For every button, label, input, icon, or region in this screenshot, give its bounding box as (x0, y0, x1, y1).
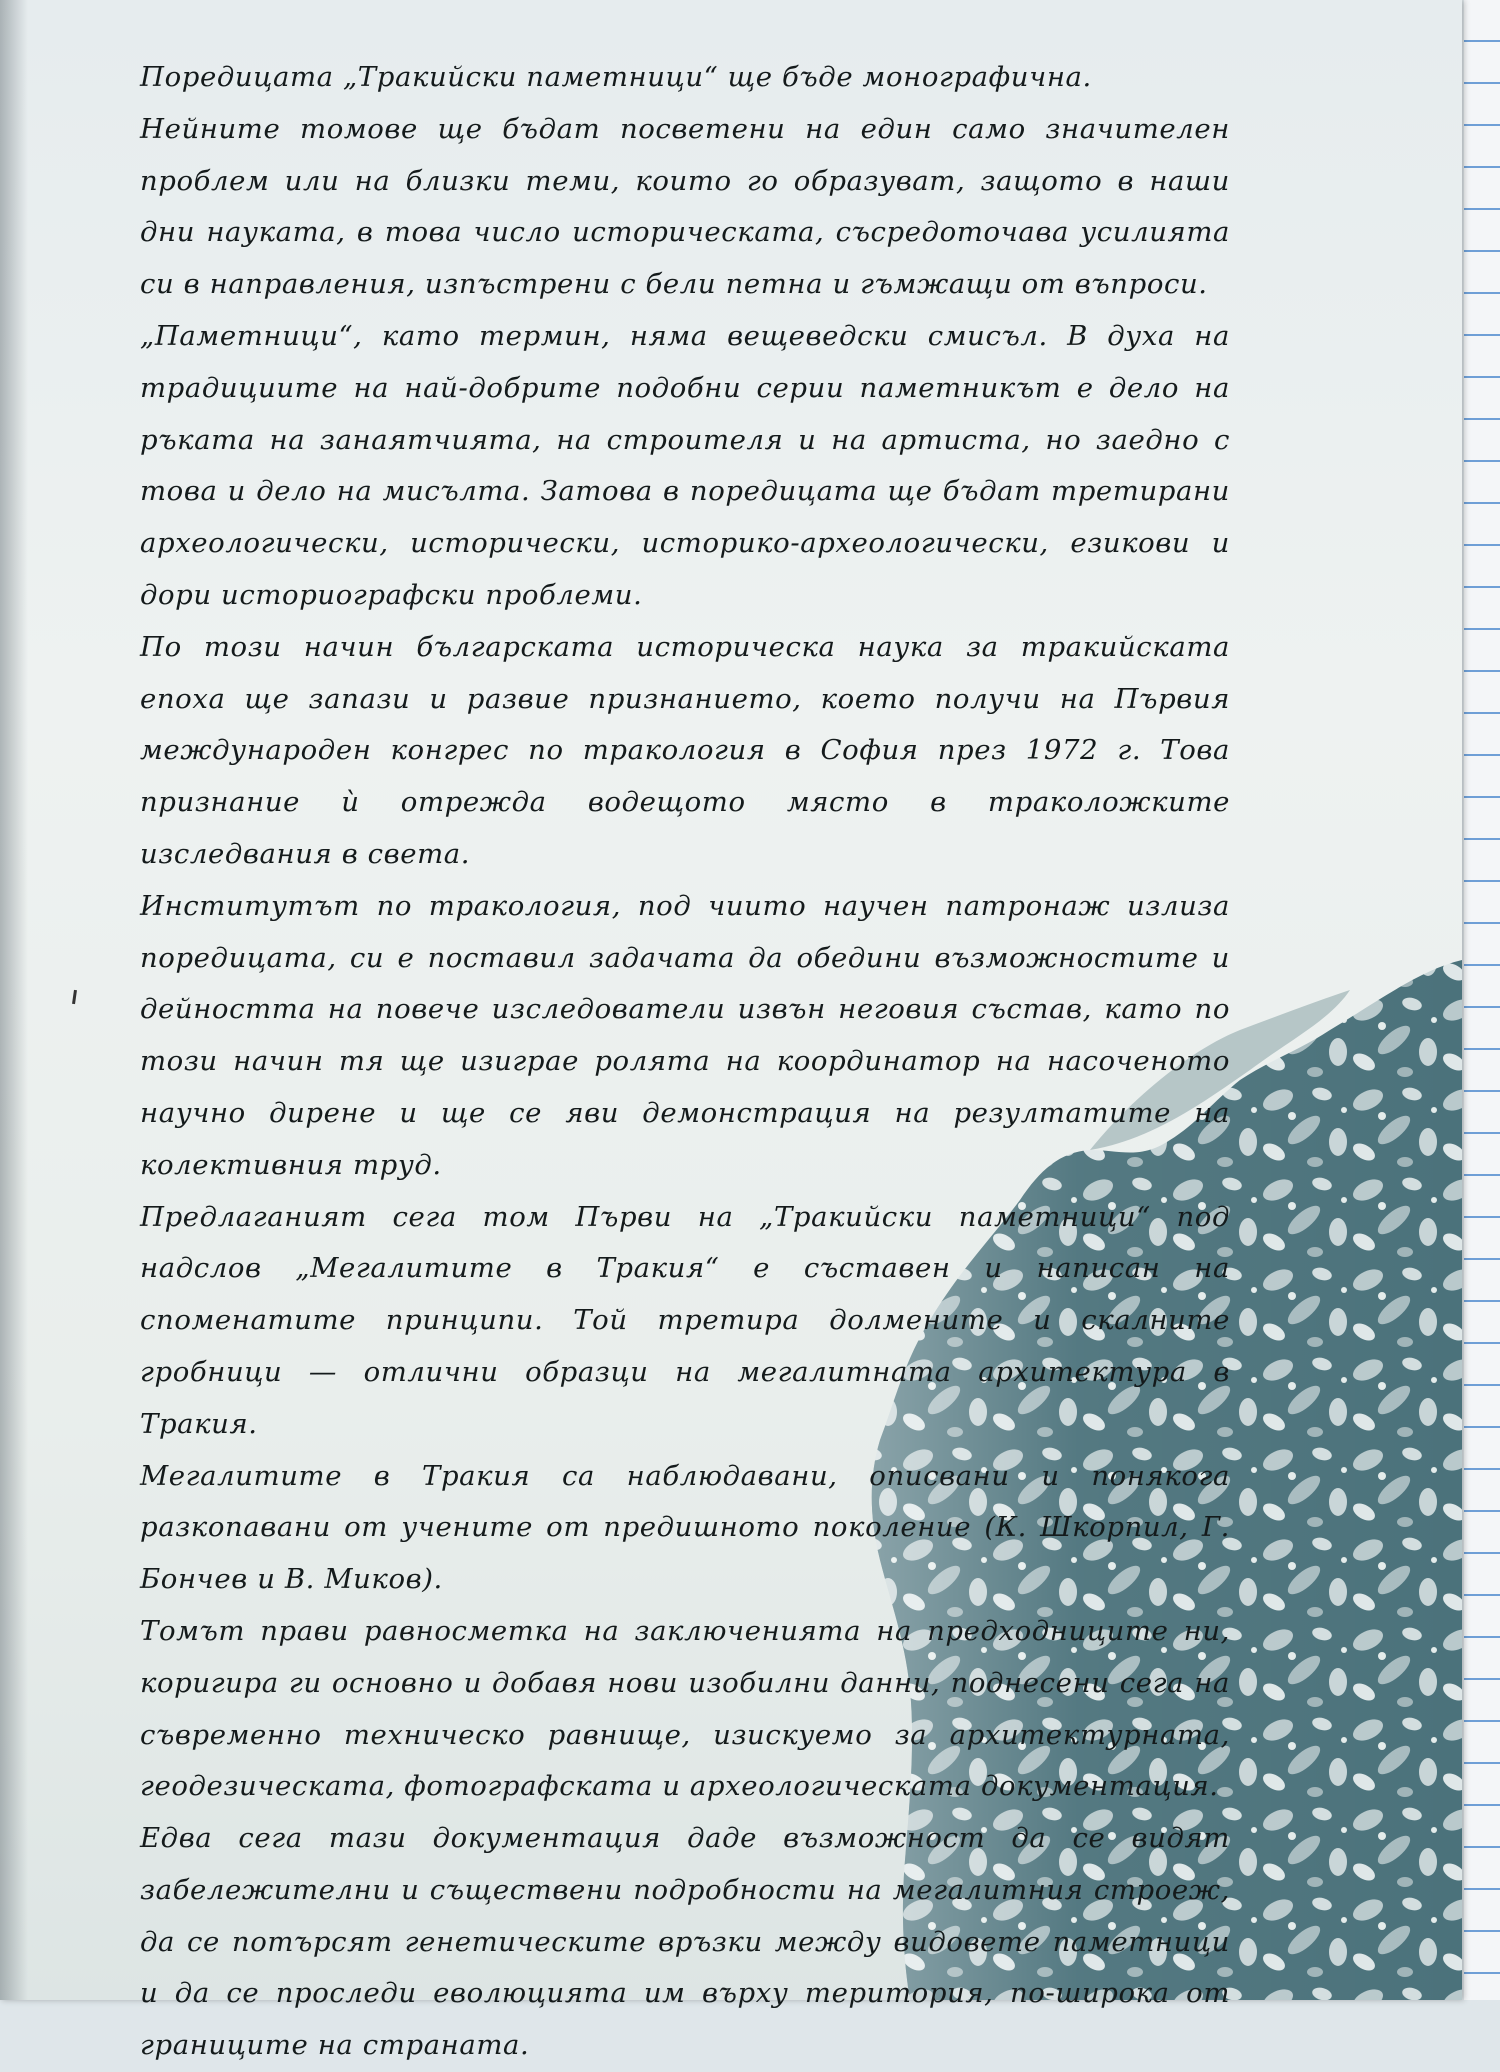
paragraph-recognition: По този начин българската историческа наука за тракийската епоха ще запази и развие признанието, което получи на Първия международен конгрес по тракология в София през 1972 г. Това признание ѝ отрежда водещото място в траколожките изследвания в света. (140, 630, 1230, 870)
paragraph-volumes: Нейните томове ще бъдат посветени на един само значителен проблем или на близки теми, които го образуват, защото в наши дни науката, в това число историческата, съсредоточава усилията си в направления, изпъстрени с бели петна и гъмжащи от въпроси. (140, 112, 1230, 301)
paragraph-megaliths-history: Мегалитите в Тракия са наблюдавани, описвани и понякога разкопавани от учените от предишното поколение (К. Шкорпил, Г. Бончев и В. Миков). (140, 1459, 1230, 1596)
cover-text (140, 52, 1230, 2072)
paragraph-volume-one: Предлаганият сега том Първи на „Тракийски паметници“ под надслов „Мегалитите в Тракия“ е съставен и написан на споменатите принципи. Той третира долмените и скалните гробници — отлични образци на мегалитната архитектура в Тракия. (140, 1200, 1230, 1440)
paragraph-monuments-term: „Паметници“, като термин, няма вещеведски смисъл. В духа на традициите на най-добрите подобни серии паметникът е дело на ръката на занаятчията, на строителя и на артиста, но заедно с това и дело на мисълта. Затова в поредицата ще бъдат третирани археологически, исторически, историко-археологически, езикови и дори историографски проблеми. (140, 319, 1230, 611)
paragraph-institute: Институтът по тракология, под чиито научен патронаж излиза поредицата, си е поставил задачата да обедини възможностите и дейността на повече изследователи извън неговия състав, като по този начин тя ще изиграе ролята на координатор на насоченото научно дирене и ще се яви демонстрация на резултатите на колективния труд. (140, 889, 1230, 1181)
paragraph-series-intro: Поредицата „Тракийски паметници“ ще бъде монографична. (140, 61, 1092, 93)
notebook-paper-background (1464, 0, 1500, 2000)
paragraph-documentation: Едва сега тази документация даде възможност да се видят забележителни и съществени подробности на мегалитния строеж, да се потърсят генетическите връзки между видовете паметници и да се проследи еволюцията им върху територия, по-широка от границите на страната. (140, 1822, 1230, 2062)
paragraph-volume-review: Томът прави равносметка на заключенията на предходниците ни, коригира ги основно и добавя нови изобилни данни, поднесени сега на съвременно техническо равнище, изискуемо за архитектурната, геодезическата, фотографската и археологическата документация. (140, 1614, 1230, 1803)
